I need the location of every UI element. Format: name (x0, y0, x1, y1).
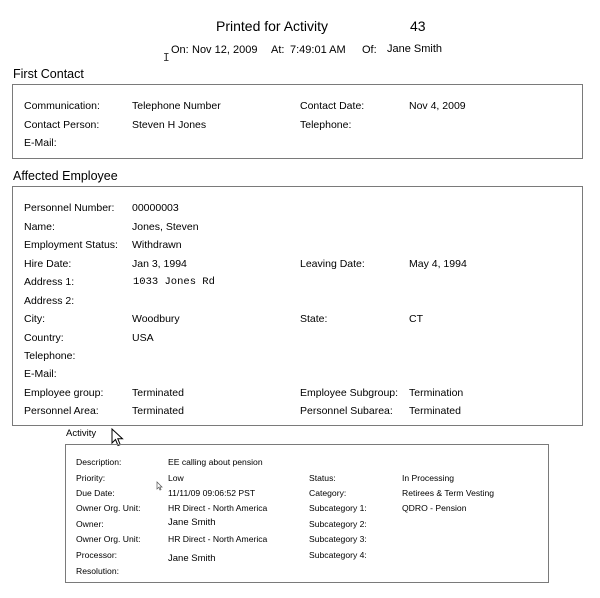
personnel-number-label: Personnel Number: (24, 202, 115, 214)
employee-group-value: Terminated (132, 387, 184, 399)
of-label: Of: (362, 44, 377, 56)
first-contact-box (12, 84, 583, 159)
personnel-number-value: 00000003 (132, 202, 179, 214)
communication-value: Telephone Number (132, 100, 221, 112)
at-time: 7:49:01 AM (290, 44, 346, 56)
owner-value: Jane Smith (168, 517, 216, 528)
on-label: On: (171, 44, 189, 56)
communication-label: Communication: (24, 100, 100, 112)
contact-telephone-label: Telephone: (300, 119, 352, 131)
printed-for-title: Printed for Activity (216, 18, 329, 34)
status-value: In Processing (402, 473, 455, 483)
address1-value: 1033 Jones Rd (133, 276, 215, 288)
category-value: Retirees & Term Vesting (402, 488, 495, 498)
owner-org-unit2-value: HR Direct - North America (168, 534, 268, 544)
employee-group-label: Employee group: (24, 387, 104, 399)
city-value: Woodbury (132, 313, 180, 325)
country-value: USA (132, 332, 154, 344)
at-label: At: (271, 44, 285, 56)
first-contact-title: First Contact (13, 67, 84, 81)
address1-label: Address 1: (24, 276, 75, 288)
contact-email-label: E-Mail: (24, 137, 57, 149)
description-value: EE calling about pension (168, 457, 263, 467)
activity-title: Activity (66, 428, 97, 439)
subcategory4-label: Subcategory 4: (309, 550, 367, 560)
leaving-date-value: May 4, 1994 (409, 258, 467, 270)
employee-subgroup-label: Employee Subgroup: (300, 387, 399, 399)
small-pointer-icon (156, 481, 163, 491)
owner-org-unit2-label: Owner Org. Unit: (76, 534, 141, 544)
activity-box (65, 444, 549, 583)
state-label: State: (300, 313, 328, 325)
description-label: Description: (76, 457, 122, 467)
contact-date-value: Nov 4, 2009 (409, 100, 466, 112)
subcategory2-label: Subcategory 2: (309, 519, 367, 529)
subcategory1-label: Subcategory 1: (309, 503, 367, 513)
priority-label: Priority: (76, 473, 106, 483)
name-label: Name: (24, 221, 55, 233)
due-date-label: Due Date: (76, 488, 115, 498)
priority-value: Low (168, 473, 184, 483)
text-cursor-icon: I (163, 51, 170, 64)
employee-telephone-label: Telephone: (24, 350, 76, 362)
employee-email-label: E-Mail: (24, 368, 57, 380)
on-date: Nov 12, 2009 (192, 44, 258, 56)
name-value: Jones, Steven (132, 221, 199, 233)
contact-date-label: Contact Date: (300, 100, 365, 112)
subcategory1-value: QDRO - Pension (402, 503, 467, 513)
affected-employee-box (12, 186, 583, 426)
resolution-label: Resolution: (76, 566, 119, 576)
processor-label: Processor: (76, 550, 118, 560)
affected-employee-title: Affected Employee (13, 169, 118, 183)
address2-label: Address 2: (24, 295, 75, 307)
of-user: Jane Smith (387, 43, 443, 55)
subcategory3-label: Subcategory 3: (309, 534, 367, 544)
owner-org-unit-value: HR Direct - North America (168, 503, 268, 513)
state-value: CT (409, 313, 423, 325)
contact-person-label: Contact Person: (24, 119, 100, 131)
hire-date-value: Jan 3, 1994 (132, 258, 187, 270)
employee-subgroup-value: Termination (409, 387, 464, 399)
owner-label: Owner: (76, 519, 104, 529)
due-date-value: 11/11/09 09:06:52 PST (168, 488, 256, 498)
employment-status-label: Employment Status: (24, 239, 118, 251)
employment-status-value: Withdrawn (132, 239, 182, 251)
category-label: Category: (309, 488, 347, 498)
personnel-subarea-label: Personnel Subarea: (300, 405, 393, 417)
leaving-date-label: Leaving Date: (300, 258, 365, 270)
status-label: Status: (309, 473, 336, 483)
personnel-area-value: Terminated (132, 405, 184, 417)
country-label: Country: (24, 332, 64, 344)
processor-value: Jane Smith (168, 553, 216, 564)
owner-org-unit-label: Owner Org. Unit: (76, 503, 141, 513)
personnel-area-label: Personnel Area: (24, 405, 99, 417)
personnel-subarea-value: Terminated (409, 405, 461, 417)
city-label: City: (24, 313, 45, 325)
contact-person-value: Steven H Jones (132, 119, 207, 131)
hire-date-label: Hire Date: (24, 258, 72, 270)
activity-number: 43 (410, 18, 426, 34)
